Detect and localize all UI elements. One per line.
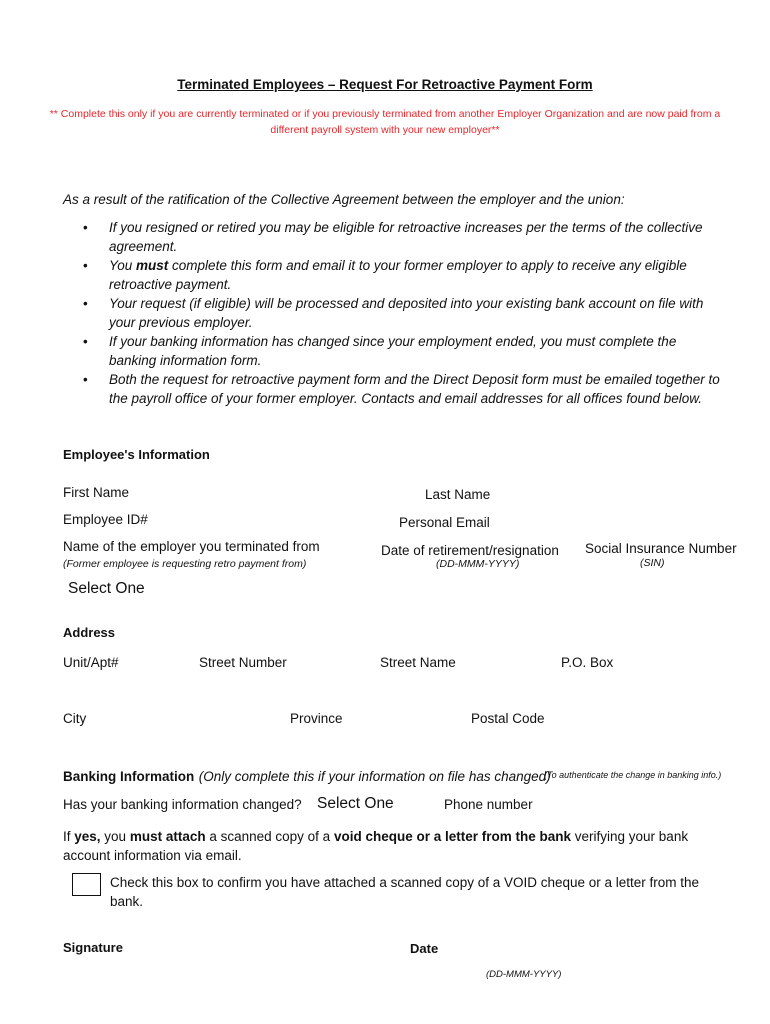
province-field[interactable]: Province bbox=[290, 711, 343, 726]
banking-heading-note: (Only complete this if your information on file has changed) bbox=[198, 769, 551, 784]
list-item: • Both the request for retroactive payment form and the Direct Deposit form must be emailed together to the payroll office of your former employer. Contacts and email addresses for all offices found below. bbox=[83, 372, 720, 406]
street-number-field[interactable]: Street Number bbox=[199, 655, 287, 670]
bullet-icon: • bbox=[83, 334, 88, 349]
form-title: Terminated Employees – Request For Retroactive Payment Form bbox=[177, 77, 593, 92]
postal-code-field[interactable]: Postal Code bbox=[471, 711, 545, 726]
intro-text: As a result of the ratification of the Collective Agreement between the employer and the union: bbox=[63, 192, 625, 207]
address-heading: Address bbox=[63, 625, 116, 640]
bullet-icon: • bbox=[83, 296, 88, 311]
list-item: • If your banking information has changed since your employment ended, you must complete the banking information form. bbox=[83, 334, 677, 368]
list-item: • If you resigned or retired you may be eligible for retroactive increases per the terms of the collective agreement. bbox=[83, 220, 703, 254]
banking-heading: Banking Information bbox=[63, 769, 195, 784]
date-format-hint: (DD-MMM-YYYY) bbox=[486, 969, 562, 980]
checkbox-label: Check this box to confirm you have attached a scanned copy of a VOID cheque or a letter from the bank. bbox=[110, 875, 700, 909]
banking-heading-row bbox=[63, 768, 551, 786]
instructions-list bbox=[63, 218, 723, 408]
personal-email-field[interactable]: Personal Email bbox=[399, 515, 490, 530]
city-field[interactable]: City bbox=[63, 711, 87, 726]
sin-field[interactable]: Social Insurance Number bbox=[585, 541, 737, 556]
employee-id-field[interactable]: Employee ID# bbox=[63, 512, 148, 527]
street-name-field[interactable]: Street Name bbox=[380, 655, 456, 670]
retirement-date-field[interactable]: Date of retirement/resignation bbox=[381, 543, 559, 558]
banking-changed-select[interactable]: Select One bbox=[317, 795, 394, 812]
eligibility-note: ** Complete this only if you are currently terminated or if you previously terminated from another Employer Organization and are now paid from a different payroll system with your new employer** bbox=[49, 108, 721, 136]
bullet-icon: • bbox=[83, 372, 88, 387]
date-label: Date bbox=[410, 941, 439, 956]
po-box-field[interactable]: P.O. Box bbox=[561, 655, 614, 670]
last-name-field[interactable]: Last Name bbox=[425, 487, 491, 502]
phone-number-field[interactable]: Phone number bbox=[444, 797, 533, 812]
employee-info-heading: Employee's Information bbox=[63, 447, 210, 462]
attach-instructions: If yes, you must attach a scanned copy of a void cheque or a letter from the bank verifying your bank account information via email. bbox=[63, 829, 689, 863]
sin-hint: (SIN) bbox=[640, 557, 665, 569]
employer-select[interactable]: Select One bbox=[68, 580, 145, 597]
list-item: • Your request (if eligible) will be processed and deposited into your existing bank account on file with your previous employer. bbox=[83, 296, 704, 330]
first-name-field[interactable]: First Name bbox=[63, 485, 130, 500]
banking-changed-question: Has your banking information changed? bbox=[63, 797, 302, 812]
bullet-icon: • bbox=[83, 258, 88, 273]
date-field[interactable] bbox=[410, 958, 610, 968]
retirement-date-format: (DD-MMM-YYYY) bbox=[436, 558, 520, 570]
list-item: • You must complete this form and email it to your former employer to apply to receive any eligible retroactive payment. bbox=[83, 258, 687, 292]
void-cheque-checkbox[interactable] bbox=[72, 873, 101, 896]
signature-label: Signature bbox=[63, 940, 123, 955]
employer-name-hint: (Former employee is requesting retro payment from) bbox=[63, 558, 307, 570]
signature-field[interactable] bbox=[63, 958, 313, 998]
banking-auth-note: (To authenticate the change in banking info.) bbox=[544, 770, 722, 780]
employer-name-label: Name of the employer you terminated from bbox=[63, 539, 320, 554]
bullet-icon: • bbox=[83, 220, 88, 235]
unit-field[interactable]: Unit/Apt# bbox=[63, 655, 119, 670]
